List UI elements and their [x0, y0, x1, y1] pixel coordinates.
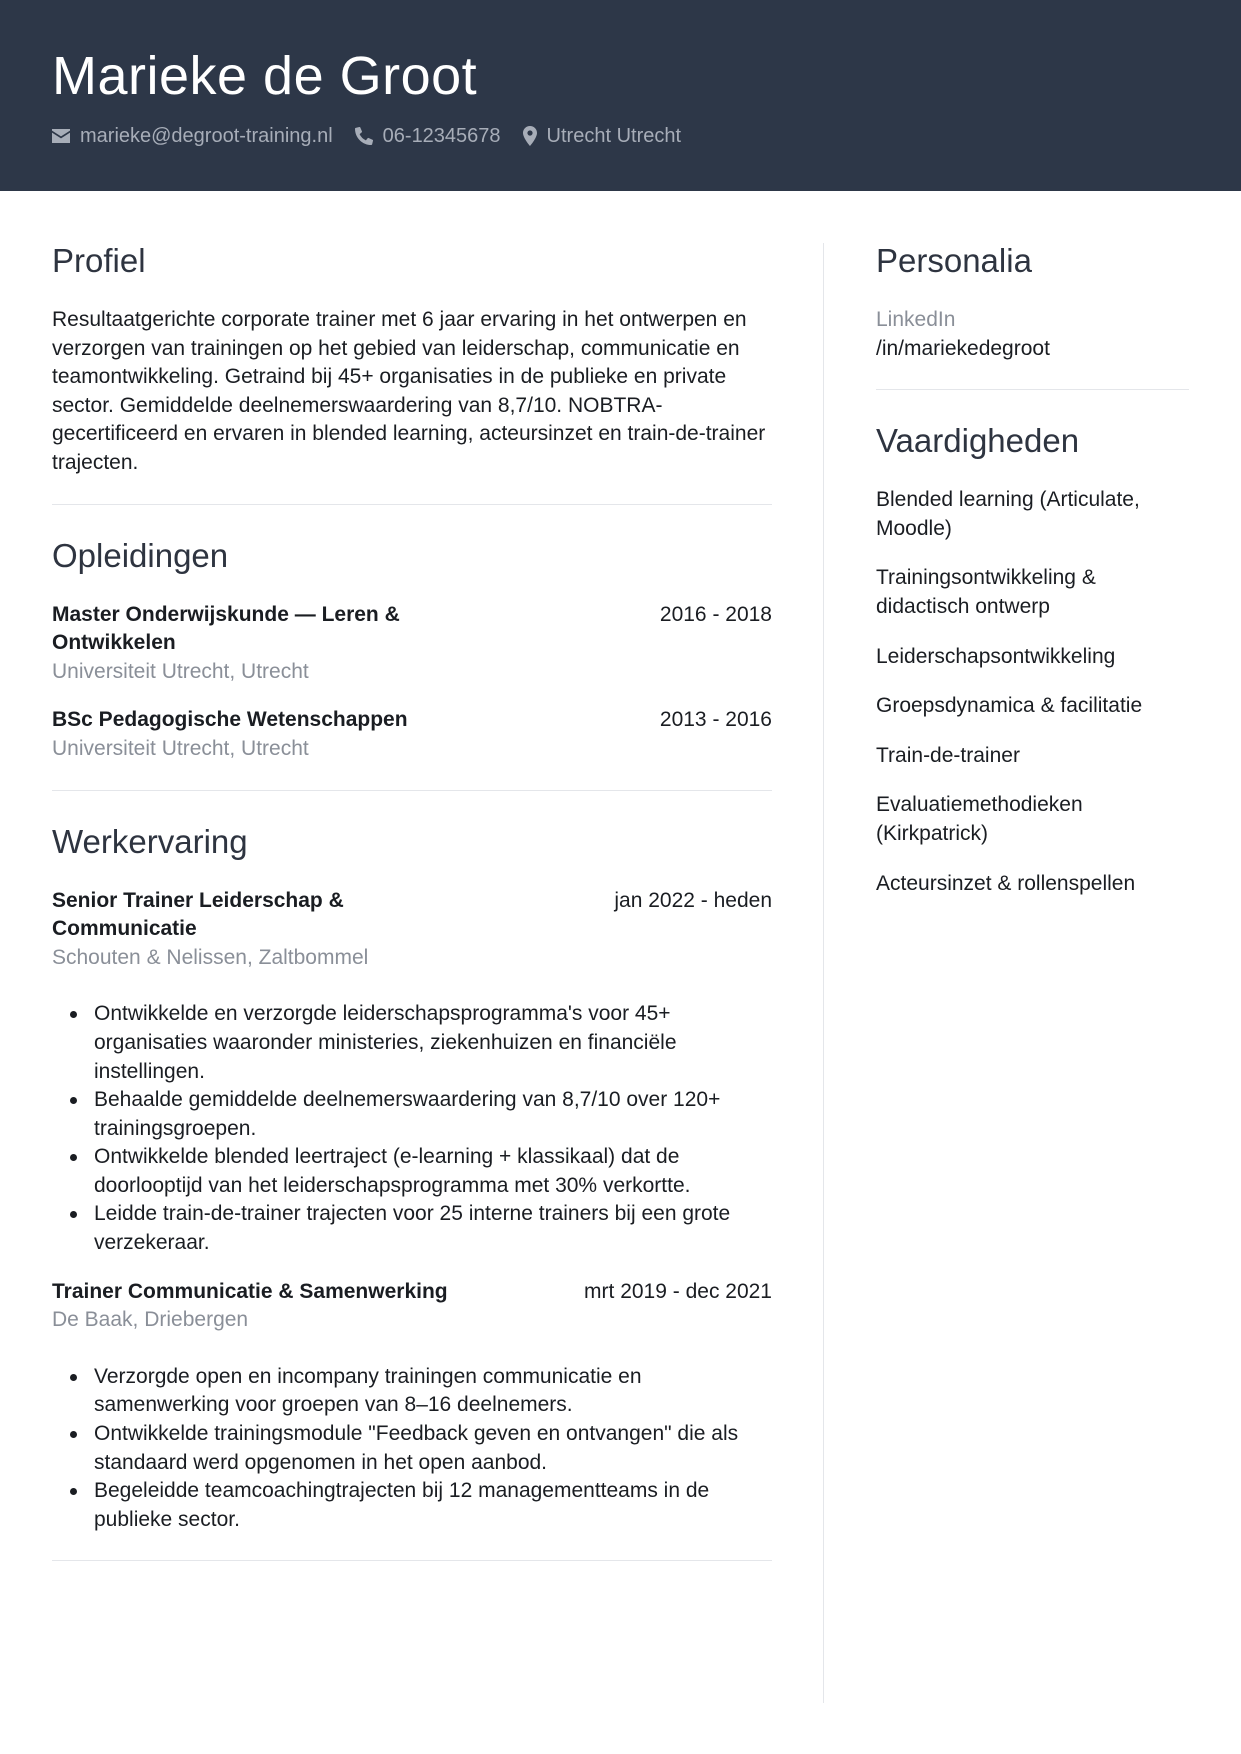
phone-icon — [355, 127, 373, 145]
skill-item: Evaluatiemethodieken (Kirkpatrick) — [876, 793, 1083, 845]
email-text: marieke@degroot-training.nl — [80, 124, 333, 147]
location-text: Utrecht Utrecht — [546, 124, 682, 147]
section-title-skills: Vaardigheden — [876, 422, 1080, 460]
skill-item: Train-de-trainer — [876, 743, 1020, 767]
section-title-personalia: Personalia — [876, 242, 1032, 279]
linkedin-link[interactable]: /in/mariekedegroot — [876, 336, 1050, 360]
experience-dates: mrt 2019 - dec 2021 — [584, 1279, 772, 1303]
education-school: Universiteit Utrecht, Utrecht — [52, 736, 309, 760]
bullet-item: Ontwikkelde trainingsmodule "Feedback geven en ontvangen" die als standaard werd opgenomen in het open aanbod. — [94, 1420, 772, 1477]
contact-phone[interactable] — [355, 125, 501, 148]
sidebar-column — [876, 238, 1189, 919]
experience-role: Senior Trainer Leiderschap & Communicatie — [52, 888, 344, 941]
experience-company: De Baak, Driebergen — [52, 1308, 249, 1332]
profile-text: Resultaatgerichte corporate trainer met 6 jaar ervaring in het ontwerpen en verzorgen van trainingen op het gebied van leiderschap, communicatie en teamontwikkeling. Getraind bij 45+ organisaties in de publieke en private sector. Gemiddelde deelnemerswaardering van 8,7/10. NOBTRA-gecertificeerd en ervaren in blended learning, acteursinzet en train-de-trainer trajecten. — [52, 308, 766, 474]
skills-list — [876, 486, 1189, 898]
section-title-experience: Werkervaring — [52, 822, 248, 860]
skill-item: Leiderschapsontwikkeling — [876, 644, 1116, 668]
header-banner — [0, 0, 1241, 191]
skill-item: Trainingsontwikkeling & didactisch ontwerp — [876, 566, 1096, 618]
contact-email[interactable] — [52, 125, 333, 148]
education-school: Universiteit Utrecht, Utrecht — [52, 659, 309, 683]
skill-item: Blended learning (Articulate, Moodle) — [876, 488, 1140, 540]
experience-dates: jan 2022 - heden — [614, 888, 772, 912]
education-degree: Master Onderwijskunde — Leren & Ontwikkelen — [52, 602, 400, 655]
education-entry — [52, 601, 772, 687]
section-profile — [52, 238, 772, 505]
contact-bar — [52, 122, 681, 150]
phone-text: 06-12345678 — [382, 124, 501, 147]
main-column — [52, 238, 772, 1561]
linkedin-label: LinkedIn — [876, 308, 956, 331]
envelope-icon — [52, 129, 70, 143]
section-education — [52, 533, 772, 791]
experience-bullets — [52, 1000, 772, 1257]
experience-role: Trainer Communicatie & Samenwerking — [52, 1279, 448, 1303]
candidate-name: Marieke de Groot — [52, 46, 478, 106]
bullet-item: Leidde train-de-trainer trajecten voor 25 interne trainers bij een grote verzekeraar. — [94, 1200, 772, 1257]
education-degree: BSc Pedagogische Wetenschappen — [52, 708, 408, 732]
section-divider — [52, 790, 772, 791]
experience-bullets — [52, 1363, 772, 1535]
section-divider — [52, 1560, 772, 1561]
section-title-profile: Profiel — [52, 242, 146, 279]
section-personalia — [876, 238, 1189, 390]
column-divider — [823, 243, 824, 1703]
skill-item: Groepsdynamica & facilitatie — [876, 694, 1143, 718]
bullet-item: Begeleidde teamcoachingtrajecten bij 12 managementteams in de publieke sector. — [94, 1477, 772, 1534]
education-dates: 2013 - 2016 — [659, 708, 772, 732]
education-dates: 2016 - 2018 — [659, 602, 772, 626]
section-experience — [52, 819, 772, 1562]
bullet-item: Ontwikkelde blended leertraject (e-learning + klassikaal) dat de doorlooptijd van het leiderschapsprogramma met 30% verkortte. — [94, 1143, 772, 1200]
section-title-education: Opleidingen — [52, 536, 229, 574]
education-entry — [52, 706, 772, 763]
map-pin-icon — [523, 126, 537, 146]
experience-entry — [52, 887, 772, 1258]
section-skills — [876, 418, 1189, 898]
section-divider — [876, 389, 1189, 390]
bullet-item: Ontwikkelde en verzorgde leiderschapsprogramma's voor 45+ organisaties waaronder ministeries, ziekenhuizen en financiële instellingen. — [94, 1000, 772, 1086]
experience-company: Schouten & Nelissen, Zaltbommel — [52, 945, 369, 969]
section-divider — [52, 504, 772, 505]
skill-item: Acteursinzet & rollenspellen — [876, 871, 1136, 895]
contact-location — [523, 125, 681, 148]
bullet-item: Verzorgde open en incompany trainingen communicatie en samenwerking voor groepen van 8–16 deelnemers. — [94, 1363, 772, 1420]
experience-entry — [52, 1278, 772, 1535]
bullet-item: Behaalde gemiddelde deelnemerswaardering van 8,7/10 over 120+ trainingsgroepen. — [94, 1086, 772, 1143]
